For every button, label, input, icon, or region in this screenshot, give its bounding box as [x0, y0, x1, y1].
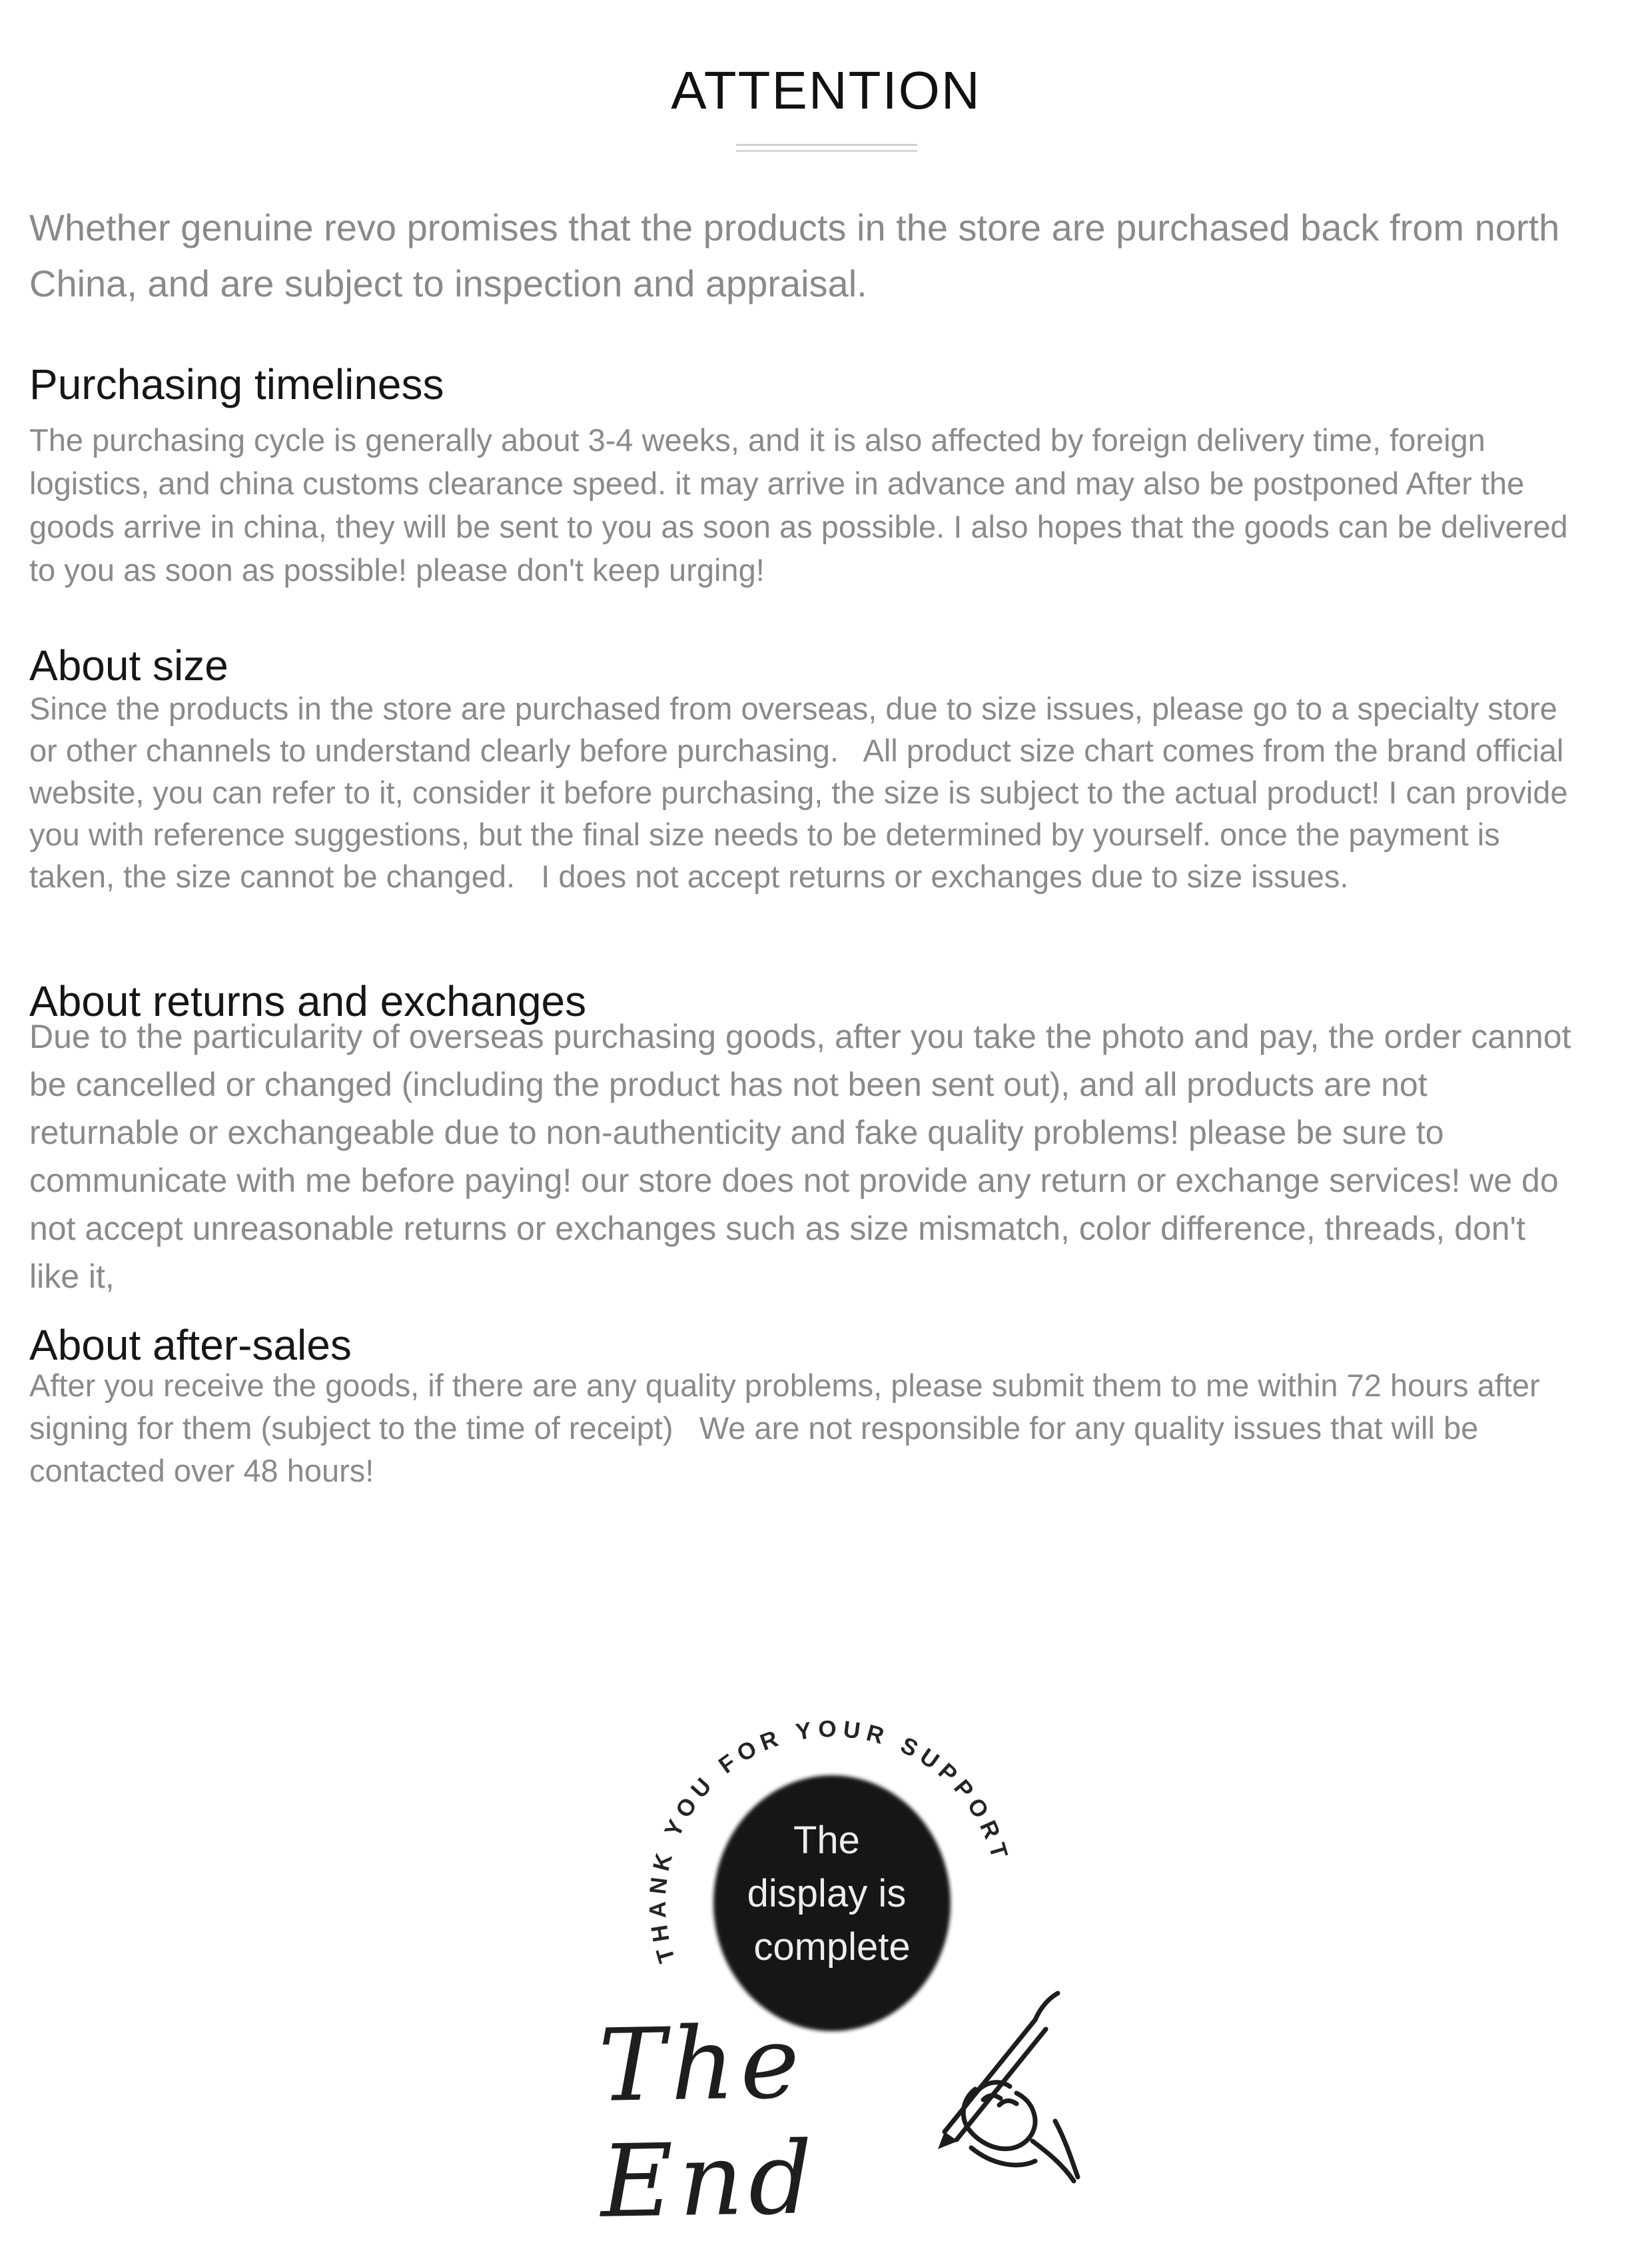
section-body-purchasing-timeliness: The purchasing cycle is generally about 3-4 weeks, and it is also affected by foreign delivery time, foreign logistics, and china customs clearance speed. it may arrive in advance and may also be postponed After the goods arrive in china, they will be sent to you as soon as possible. I also hopes that the goods can be delivered to you as soon as possible! please don't keep urging! [29, 422, 1577, 588]
divider-line-bottom [736, 150, 917, 152]
the-end-script-text: The End [598, 2005, 819, 2240]
section-body-about-after-sales: After you receive the goods, if there are any quality problems, please submit them to me within 72 hours after signing for them (subject to the time of receipt) We are not responsible for any quality issues that will be contacted over 48 hours! [29, 1368, 1549, 1488]
section-heading-purchasing-timeliness: Purchasing timeliness [29, 360, 444, 408]
page-title: ATTENTION [671, 60, 981, 120]
badge-arc-text: THANK YOU FOR YOUR SUPPORT [644, 1715, 1015, 1966]
writing-hand-icon [931, 1991, 1091, 2190]
title-divider [736, 144, 917, 152]
divider-line-top [736, 144, 917, 146]
badge-circle-text: The display is complete [747, 1819, 911, 1969]
section-body-about-returns: Due to the particularity of overseas purchasing goods, after you take the photo and pay, the order cannot be cancelled or changed (including the product has not been sent out), and all products are not returnable or exchangeable due to non-authenticity and fake quality problems! please be sure to communicate with me before paying! our store does not provide any return or exchange services! we do not accept unreasonable returns or exchanges such as size mismatch, color difference, threads, don't like it, [29, 1018, 1581, 1295]
intro-paragraph: Whether genuine revo promises that the products in the store are purchased back from north China, and are subject to inspection and appraisal. [29, 207, 1570, 304]
section-heading-about-size: About size [29, 642, 228, 689]
section-body-about-size: Since the products in the store are purchased from overseas, due to size issues, please go to a specialty store or other channels to understand clearly before purchasing. All product size chart comes from the brand official website, you can refer to it, consider it before purchasing, the size is subject to the actual product! I can provide you with reference suggestions, but the final size needs to be determined by yourself. once the payment is taken, the size cannot be changed. I does not accept returns or exchanges due to size issues. [29, 691, 1577, 894]
section-heading-about-returns: About returns and exchanges [29, 977, 587, 1025]
section-heading-about-after-sales: About after-sales [29, 1321, 352, 1369]
